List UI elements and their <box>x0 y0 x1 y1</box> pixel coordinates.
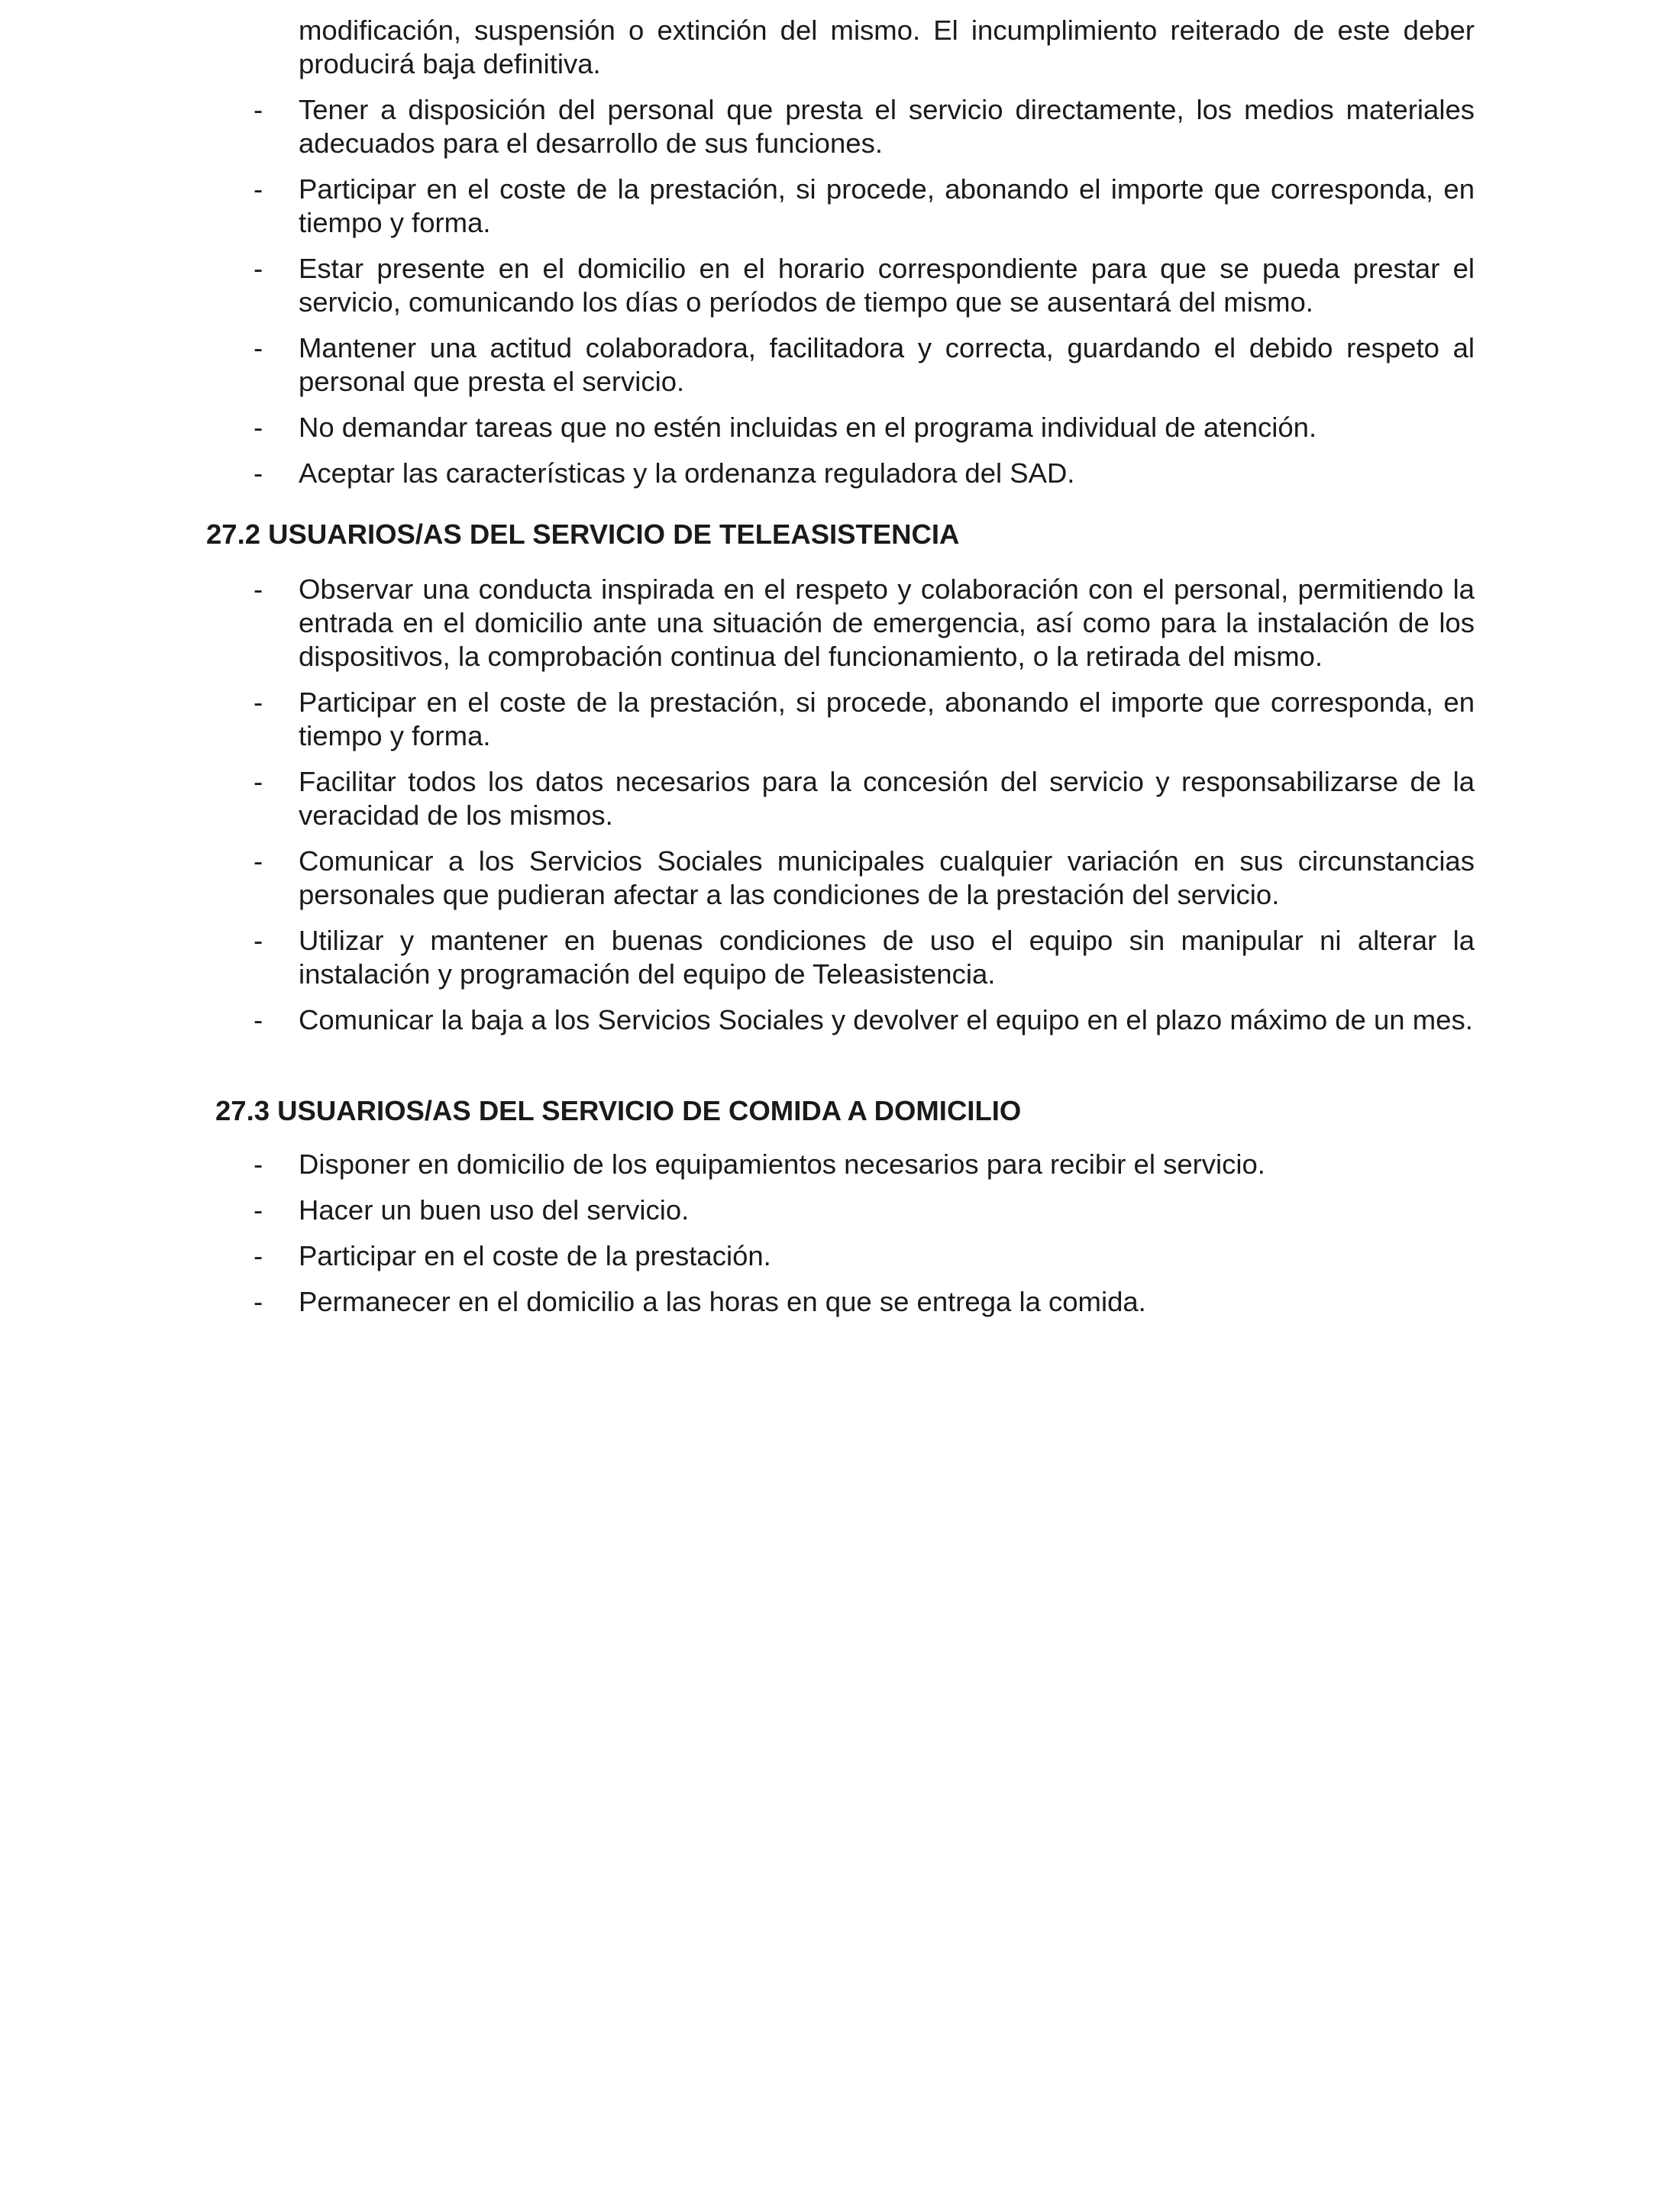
list-item: - Utilizar y mantener en buenas condiciones de uso el equipo sin manipular ni alterar la instalación y programación del equipo de Teleasistencia. <box>254 925 1475 990</box>
list-item: - Participar en el coste de la prestación, si procede, abonando el importe que corresponda, en tiempo y forma. <box>254 173 1475 238</box>
bullet-dash: - <box>254 412 263 443</box>
bullet-dash: - <box>254 1286 263 1317</box>
bullet-dash: - <box>254 457 263 489</box>
comida-domicilio-obligations-list <box>0 1148 1680 1331</box>
list-item: - No demandar tareas que no estén incluidas en el programa individual de atención. <box>254 412 1317 443</box>
list-item: - Estar presente en el domicilio en el horario correspondiente para que se pueda prestar el servicio, comunicando los días o períodos de tiempo que se ausentará del mismo. <box>254 253 1475 318</box>
bullet-dash: - <box>254 1194 263 1226</box>
list-item: - Hacer un buen uso del servicio. <box>254 1194 690 1226</box>
bullet-dash: - <box>254 766 263 797</box>
bullet-dash: - <box>254 925 263 956</box>
continuation-paragraph <box>299 14 1475 81</box>
bullet-dash: - <box>254 1148 263 1180</box>
section-heading-27-3: 27.3 USUARIOS/AS DEL SERVICIO DE COMIDA A DOMICILIO <box>215 1095 1022 1126</box>
teleasistencia-obligations-list <box>0 573 1680 1049</box>
continuation-text: modificación, suspensión o extinción del mismo. El incumplimiento reiterado de este deber producirá baja definitiva. <box>299 15 1475 79</box>
bullet-dash: - <box>254 1240 263 1271</box>
bullet-dash: - <box>254 253 263 284</box>
list-item: - Comunicar a los Servicios Sociales municipales cualquier variación en sus circunstancias personales que pudieran afectar a las condiciones de la prestación del servicio. <box>254 845 1475 910</box>
list-item: - Mantener una actitud colaboradora, facilitadora y correcta, guardando el debido respeto al personal que presta el servicio. <box>254 332 1475 397</box>
list-item: - Permanecer en el domicilio a las horas en que se entrega la comida. <box>254 1286 1146 1317</box>
list-item: - Facilitar todos los datos necesarios para la concesión del servicio y responsabilizarse de la veracidad de los mismos. <box>254 766 1475 831</box>
bullet-dash: - <box>254 94 263 125</box>
list-item: - Comunicar la baja a los Servicios Sociales y devolver el equipo en el plazo máximo de un mes. <box>254 1004 1473 1035</box>
bullet-dash: - <box>254 573 263 605</box>
list-item: - Participar en el coste de la prestación, si procede, abonando el importe que corresponda, en tiempo y forma. <box>254 686 1475 751</box>
list-item: - Aceptar las características y la ordenanza reguladora del SAD. <box>254 457 1075 489</box>
bullet-dash: - <box>254 173 263 205</box>
bullet-dash: - <box>254 686 263 718</box>
list-item: - Participar en el coste de la prestación. <box>254 1240 771 1271</box>
bullet-dash: - <box>254 332 263 363</box>
list-item: - Disponer en domicilio de los equipamientos necesarios para recibir el servicio. <box>254 1148 1265 1180</box>
section-heading-27-2: 27.2 USUARIOS/AS DEL SERVICIO DE TELEASISTENCIA <box>206 518 960 550</box>
sad-obligations-list <box>0 14 1680 502</box>
list-item: - Observar una conducta inspirada en el respeto y colaboración con el personal, permitiendo la entrada en el domicilio ante una situación de emergencia, así como para la instalación de los dispositivos, la comprobación continua del funcionamiento, o la retirada del mismo. <box>254 573 1475 672</box>
bullet-dash: - <box>254 1004 263 1035</box>
list-item: - Tener a disposición del personal que presta el servicio directamente, los medios materiales adecuados para el desarrollo de sus funciones. <box>254 94 1475 159</box>
bullet-dash: - <box>254 845 263 877</box>
